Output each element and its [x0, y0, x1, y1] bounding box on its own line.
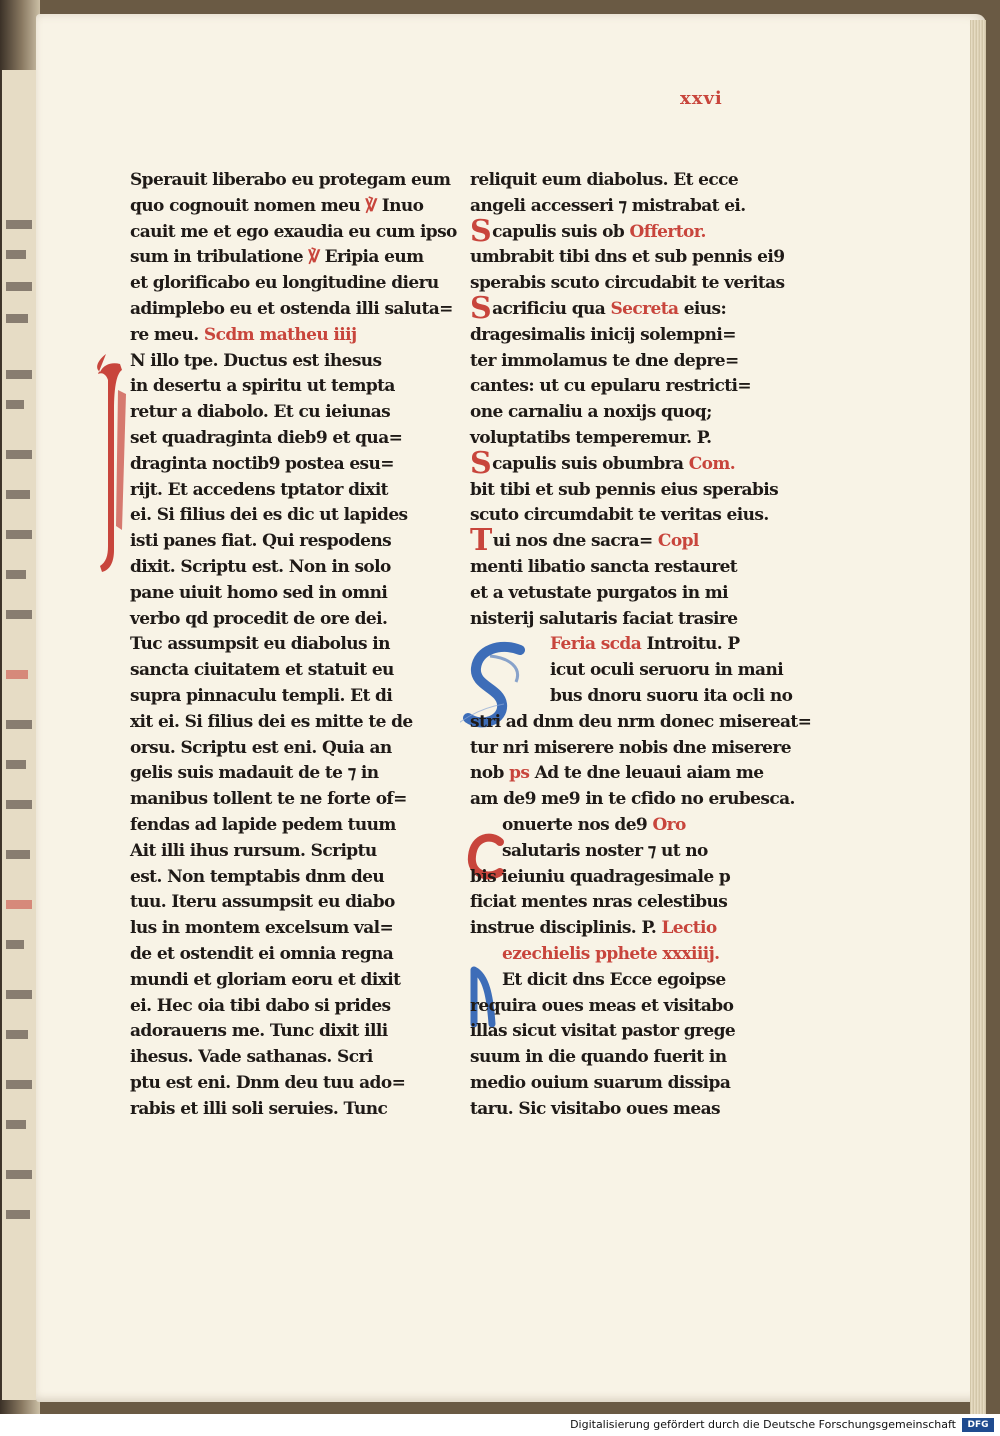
- text-line: [130, 994, 430, 1020]
- line-text: nob: [470, 763, 504, 784]
- line-text: supra pinnaculu templi. Et di: [130, 685, 393, 706]
- line-text: ptu est eni. Dnm deu tuu ado=: [130, 1072, 406, 1093]
- text-line: [470, 478, 779, 504]
- line-text: xit ei. Si filius dei es mitte te de: [130, 711, 413, 732]
- line-text: medio ouium suarum dissipa: [470, 1072, 731, 1093]
- text-line: [470, 1071, 770, 1097]
- text-line: [470, 632, 770, 658]
- rubric-initial: S: [470, 445, 492, 481]
- line-text: et a vetustate purgatos in mi: [470, 582, 729, 603]
- line-text: N illo tpe. Ductus est ihesus: [130, 350, 382, 371]
- text-line: [470, 916, 770, 942]
- text-line: [470, 787, 795, 813]
- line-tail-text: eius:: [678, 298, 727, 319]
- text-line: [130, 349, 430, 375]
- line-text: am de9 me9 in te cfido no erubesca.: [470, 789, 795, 810]
- line-text: capulis suis ob: [492, 221, 625, 242]
- line-text: draginta noctib9 postea esu=: [130, 453, 394, 474]
- text-line: [130, 787, 430, 813]
- line-text: tuu. Iteru assumpsit eu diabo: [130, 892, 395, 913]
- line-text: pane uiuit homo sed in omni: [130, 582, 388, 603]
- text-line: [130, 761, 430, 787]
- text-line: [130, 1097, 430, 1123]
- rubric-text: Offertor.: [624, 221, 706, 242]
- rubric-text: ℣: [303, 247, 325, 268]
- line-text: ei. Hec oia tibi dabo si prides: [130, 995, 391, 1016]
- text-line: [470, 245, 785, 271]
- line-text: de et ostendit ei omnia regna: [130, 943, 394, 964]
- line-text: stri ad dnm deu nrm donec misereat=: [470, 711, 812, 732]
- line-text: bit tibi et sub pennis eius sperabis: [470, 479, 779, 500]
- line-text: Sperauit liberabo eu protegam eum: [130, 170, 451, 190]
- line-text: est. Non temptabis dnm deu: [130, 866, 385, 887]
- text-line: [470, 813, 770, 839]
- text-line: [470, 684, 793, 710]
- line-text: dragesimalis inicij solempni=: [470, 324, 736, 345]
- text-line: [470, 349, 770, 375]
- text-line: [130, 1019, 430, 1045]
- text-line: [470, 761, 770, 787]
- line-text: adorauerıs me. Tunc dixit illi: [130, 1021, 388, 1042]
- text-line: [130, 684, 430, 710]
- line-text: verbo qd procedit de ore dei.: [130, 608, 388, 629]
- line-text: sancta ciuitatem et statuit eu: [130, 660, 394, 681]
- text-column-left: [130, 168, 457, 1122]
- line-text: cauit me et ego exaudia eu cum ipso: [130, 221, 457, 242]
- funding-notice: Digitalisierung gefördert durch die Deutsche Forschungsgemeinschaft: [570, 1418, 956, 1431]
- text-line: [470, 1019, 770, 1045]
- line-text: in desertu a spiritu ut tempta: [130, 376, 395, 397]
- line-text: sum in tribulatione: [130, 247, 303, 268]
- text-line: [470, 213, 770, 249]
- text-line: [470, 1097, 770, 1123]
- text-line: [470, 445, 770, 481]
- line-text: one carnaliu a noxijs quoq;: [470, 402, 712, 423]
- text-line: [130, 632, 430, 658]
- line-text: Et dicit dns Ecce egoipse: [502, 969, 726, 990]
- text-line: [130, 194, 430, 220]
- line-text: set quadraginta dieb9 et qua=: [130, 427, 403, 448]
- line-text: fendas ad lapide pedem tuum: [130, 814, 396, 835]
- line-tail-text: Inuo: [381, 195, 424, 216]
- line-text: rijt. Et accedens tptator dixit: [130, 479, 388, 500]
- line-text: manibus tollent te ne forte of=: [130, 789, 407, 810]
- line-text: mundi et gloriam eoru et dixit: [130, 969, 401, 990]
- rubric-text: Oro: [647, 814, 686, 835]
- text-line: [130, 890, 430, 916]
- text-line: [130, 658, 430, 684]
- text-line: [470, 374, 770, 400]
- line-text: isti panes fiat. Qui respodens: [130, 531, 392, 552]
- line-text: umbrabit tibi dns et sub pennis ei9: [470, 247, 785, 268]
- rubric-text: Copl: [652, 531, 699, 552]
- rubric-initial: T: [470, 523, 492, 559]
- text-line: [130, 400, 430, 426]
- text-line: [130, 1045, 430, 1071]
- line-tail-text: Introitu. P: [641, 634, 740, 655]
- line-text: Ait illi ihus rursum. Scriptu: [130, 840, 377, 861]
- rubric-initial: S: [470, 213, 492, 249]
- line-text: retur a diabolo. Et cu ieiunas: [130, 402, 391, 423]
- text-line: [470, 555, 770, 581]
- text-line: [130, 839, 430, 865]
- rubric-text: Scdm matheu iiij: [198, 324, 357, 345]
- rubric-text: ps: [503, 763, 535, 784]
- line-text: illas sicut visitat pastor grege: [470, 1021, 736, 1042]
- text-line: [470, 890, 770, 916]
- text-line: [130, 478, 430, 504]
- line-text: dixit. Scriptu est. Non in solo: [130, 556, 391, 577]
- text-line: [130, 374, 430, 400]
- line-text: quo cognouit nomen meu: [130, 195, 361, 216]
- line-text: instrue disciplinis. P.: [470, 918, 657, 939]
- footer-bar: [0, 1414, 1000, 1436]
- line-text: ei. Si filius dei es dic ut lapides: [130, 505, 408, 526]
- line-text: et glorificabo eu longitudine dieru: [130, 273, 439, 294]
- folio-number: xxvi: [680, 88, 723, 109]
- line-text: ihesus. Vade sathanas. Scri: [130, 1047, 373, 1068]
- text-line: [130, 529, 430, 555]
- line-text: cantes: ut cu epularu restricti=: [470, 376, 752, 397]
- text-line: [470, 710, 812, 736]
- text-line: [470, 503, 770, 529]
- rubric-text: ℣: [360, 195, 382, 216]
- line-text: bus dnoru suoru ita ocli no: [550, 685, 793, 706]
- red-initial-i: [92, 350, 132, 575]
- line-text: icut oculi seruoru in mani: [550, 660, 784, 681]
- line-text: sperabis scuto circudabit te veritas: [470, 273, 785, 294]
- rubric-text: Secreta: [610, 298, 679, 319]
- text-line: [130, 968, 430, 994]
- text-line: [130, 813, 430, 839]
- text-line: [130, 323, 430, 349]
- line-text: gelis suis madauit de te ⁊ in: [130, 763, 379, 784]
- line-text: capulis suis obumbra: [492, 453, 689, 474]
- line-tail-text: Eripia eum: [324, 247, 424, 268]
- text-line: [470, 607, 770, 633]
- line-text: reliquit eum diabolus. Et ecce: [470, 170, 739, 190]
- text-line: [470, 323, 770, 349]
- line-text: orsu. Scriptu est eni. Quia an: [130, 737, 392, 758]
- text-line: [130, 916, 430, 942]
- text-line: [470, 581, 770, 607]
- text-line: [130, 271, 439, 297]
- line-text: requira oues meas et visitabo: [470, 995, 734, 1016]
- text-line: [130, 710, 430, 736]
- line-text: ter immolamus te dne depre=: [470, 350, 739, 371]
- text-line: [130, 452, 430, 478]
- text-line: [130, 555, 430, 581]
- text-line: [130, 607, 430, 633]
- line-text: onuerte nos de9: [502, 814, 648, 835]
- text-line: [470, 736, 791, 762]
- text-line: [470, 865, 770, 891]
- text-line: [470, 523, 770, 559]
- text-line: [130, 168, 451, 194]
- text-line: [130, 1071, 430, 1097]
- line-text: angeli accesseri ⁊ mistrabat ei.: [470, 195, 746, 216]
- dfg-logo: DFG: [962, 1418, 994, 1432]
- text-line: [470, 168, 770, 194]
- line-tail-text: Ad te dne leuaui aiam me: [534, 763, 764, 784]
- text-line: [470, 194, 770, 220]
- rubric-text: Lectio: [656, 918, 717, 939]
- text-line: [130, 581, 430, 607]
- text-line: [470, 271, 785, 297]
- text-line: [130, 426, 430, 452]
- text-line: [130, 503, 430, 529]
- rubric-text: Feria scda: [550, 634, 642, 655]
- line-text: tur nri miserere nobis dne miserere: [470, 737, 791, 758]
- text-line: [470, 400, 770, 426]
- line-text: rabis et illi soli seruies. Tunc: [130, 1098, 388, 1119]
- text-line: [470, 839, 770, 865]
- line-text: adimplebo eu et ostenda illi saluta=: [130, 298, 453, 319]
- previous-page-edge: [2, 70, 37, 1400]
- page-stack-edge: [970, 20, 986, 1414]
- line-text: re meu.: [130, 324, 199, 345]
- line-text: ficiat mentes nras celestibus: [470, 892, 728, 913]
- text-line: [470, 942, 770, 968]
- line-text: bis ieiuniu quadragesimale p: [470, 866, 731, 887]
- line-text: voluptatibs temperemur. P.: [470, 427, 712, 448]
- text-line: [130, 220, 457, 246]
- text-line: [470, 994, 770, 1020]
- line-text: nisterij salutaris faciat trasire: [470, 608, 738, 629]
- text-line: [130, 736, 430, 762]
- line-text: scuto circumdabit te veritas eius.: [470, 505, 769, 526]
- text-line: [470, 1045, 770, 1071]
- line-text: ui nos dne sacra=: [492, 531, 653, 552]
- rubric-text: ezechielis pphete xxxiiij.: [502, 943, 720, 964]
- text-line: [130, 297, 453, 323]
- text-line: [470, 290, 770, 326]
- line-text: suum in die quando fuerit in: [470, 1047, 727, 1068]
- line-text: menti libatio sancta restauret: [470, 556, 738, 577]
- text-line: [130, 245, 430, 271]
- text-line: [470, 968, 770, 994]
- text-line: [470, 658, 784, 684]
- text-line: [470, 426, 770, 452]
- line-text: lus in montem excelsum val=: [130, 918, 394, 939]
- line-text: taru. Sic visitabo oues meas: [470, 1098, 720, 1119]
- text-line: [130, 865, 430, 891]
- text-line: [130, 942, 430, 968]
- line-text: acrificiu qua: [492, 298, 611, 319]
- line-text: salutaris noster ⁊ ut no: [502, 840, 708, 861]
- rubric-initial: S: [470, 290, 492, 326]
- rubric-text: Com.: [688, 453, 736, 474]
- line-text: Tuc assumpsit eu diabolus in: [130, 634, 390, 655]
- text-column-right: [470, 168, 812, 1122]
